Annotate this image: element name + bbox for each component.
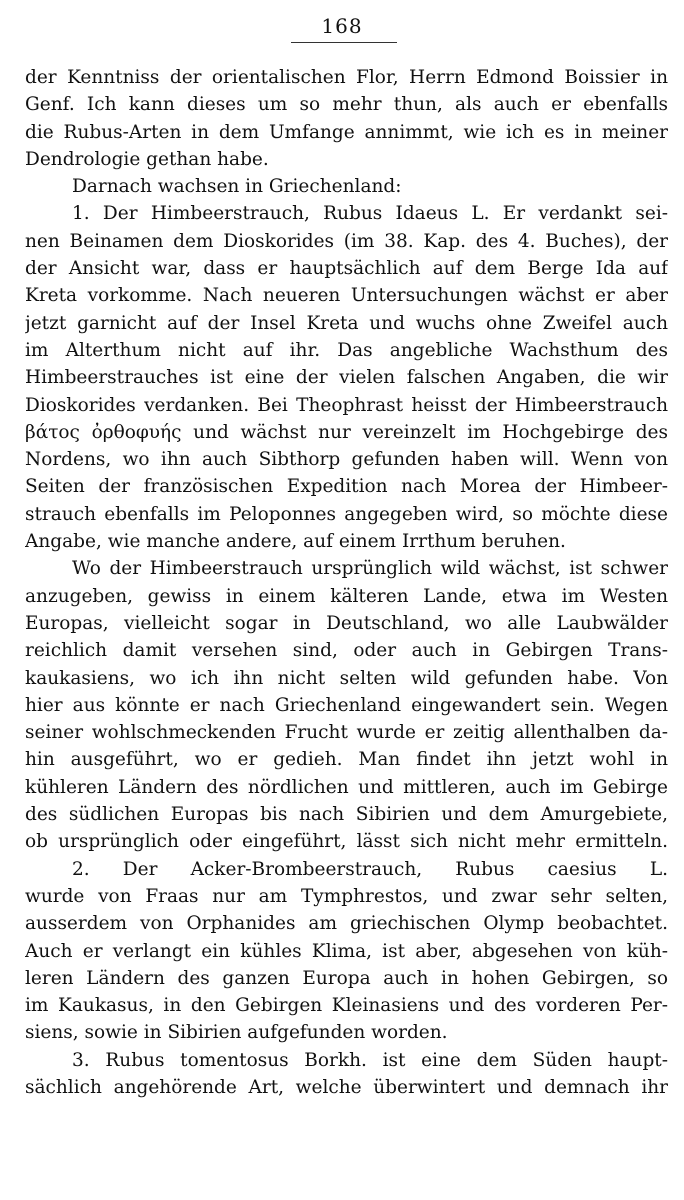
text-line: Kreta vorkomme. Nach neueren Untersuchungen wächst er aber [25, 285, 668, 307]
text-line: nen Beinamen dem Dioskorides (im 38. Kap. des 4. Buches), der [25, 230, 668, 252]
text-line: Wo der Himbeerstrauch ursprünglich wild wächst, ist schwer [72, 558, 668, 580]
page-number: 168 [321, 14, 363, 38]
text-line: ausserdem von Orphanides am griechischen Olymp beobachtet. [25, 913, 668, 935]
text-line: siens, sowie in Sibirien aufgefunden worden. [25, 1022, 448, 1044]
text-line: 3. Rubus tomentosus Borkh. ist eine dem Süden haupt- [72, 1049, 668, 1071]
text-line: Darnach wachsen in Griechenland: [72, 176, 402, 198]
text-line: Dendrologie gethan habe. [25, 148, 269, 170]
page-number-rule [291, 42, 397, 43]
text-line: Nordens, wo ihn auch Sibthorp gefunden haben will. Wenn von [25, 449, 668, 471]
text-line: hin ausgeführt, wo er gedieh. Man findet ihn jetzt wohl in [25, 749, 668, 771]
text-line: Himbeerstrauches ist eine der vielen falschen Angaben, die wir [25, 367, 668, 389]
text-line: Seiten der französischen Expedition nach Morea der Himbeer- [25, 476, 668, 498]
text-line: im Kaukasus, in den Gebirgen Kleinasiens und des vorderen Per- [25, 995, 668, 1017]
text-line: Dioskorides verdanken. Bei Theophrast heisst der Himbeerstrauch [25, 394, 668, 416]
text-line: seiner wohlschmeckenden Frucht wurde er zeitig allenthalben da- [25, 722, 668, 744]
text-line: βάτος ὀρθοφυής und wächst nur vereinzelt im Hochgebirge des [25, 421, 668, 443]
text-line: des südlichen Europas bis nach Sibirien und dem Amurgebiete, [25, 804, 668, 826]
text-line: sächlich angehörende Art, welche überwintert und demnach ihr [25, 1076, 668, 1098]
text-line: hier aus könnte er nach Griechenland eingewandert sein. Wegen [25, 694, 668, 716]
text-line: der Kenntniss der orientalischen Flor, Herrn Edmond Boissier in [25, 67, 668, 88]
text-line: reichlich damit versehen sind, oder auch in Gebirgen Trans- [25, 640, 668, 662]
text-line: leren Ländern des ganzen Europa auch in hohen Gebirgen, so [25, 967, 668, 989]
text-line: der Ansicht war, dass er hauptsächlich auf dem Berge Ida auf [25, 258, 668, 280]
text-line: ob ursprünglich oder eingeführt, lässt sich nicht mehr ermitteln. [25, 831, 668, 853]
text-line: Genf. Ich kann dieses um so mehr thun, als auch er ebenfalls [25, 94, 668, 116]
text-line: strauch ebenfalls im Peloponnes angegeben wird, so möchte diese [25, 503, 668, 525]
body-text [25, 64, 668, 1101]
text-line: anzugeben, gewiss in einem kälteren Lande, etwa im Westen [25, 585, 668, 607]
text-line: 1. Der Himbeerstrauch, Rubus Idaeus L. Er verdankt sei- [72, 203, 668, 225]
text-line: Angabe, wie manche andere, auf einem Irrthum beruhen. [25, 531, 566, 553]
text-line: die Rubus-Arten in dem Umfange annimmt, wie ich es in meiner [25, 121, 668, 143]
text-line: kaukasiens, wo ich ihn nicht selten wild gefunden habe. Von [25, 667, 668, 689]
text-line: im Alterthum nicht auf ihr. Das angebliche Wachsthum des [25, 339, 668, 361]
text-line: wurde von Fraas nur am Tymphrestos, und zwar sehr selten, [25, 885, 668, 907]
text-line: kühleren Ländern des nördlichen und mittleren, auch im Gebirge [25, 776, 668, 798]
text-line: Auch er verlangt ein kühles Klima, ist aber, abgesehen von küh- [25, 940, 668, 962]
text-line: 2. Der Acker-Brombeerstrauch, Rubus caesius L. [72, 858, 668, 880]
text-line: jetzt garnicht auf der Insel Kreta und wuchs ohne Zweifel auch [25, 312, 668, 334]
text-line: Europas, vielleicht sogar in Deutschland, wo alle Laubwälder [25, 612, 668, 634]
